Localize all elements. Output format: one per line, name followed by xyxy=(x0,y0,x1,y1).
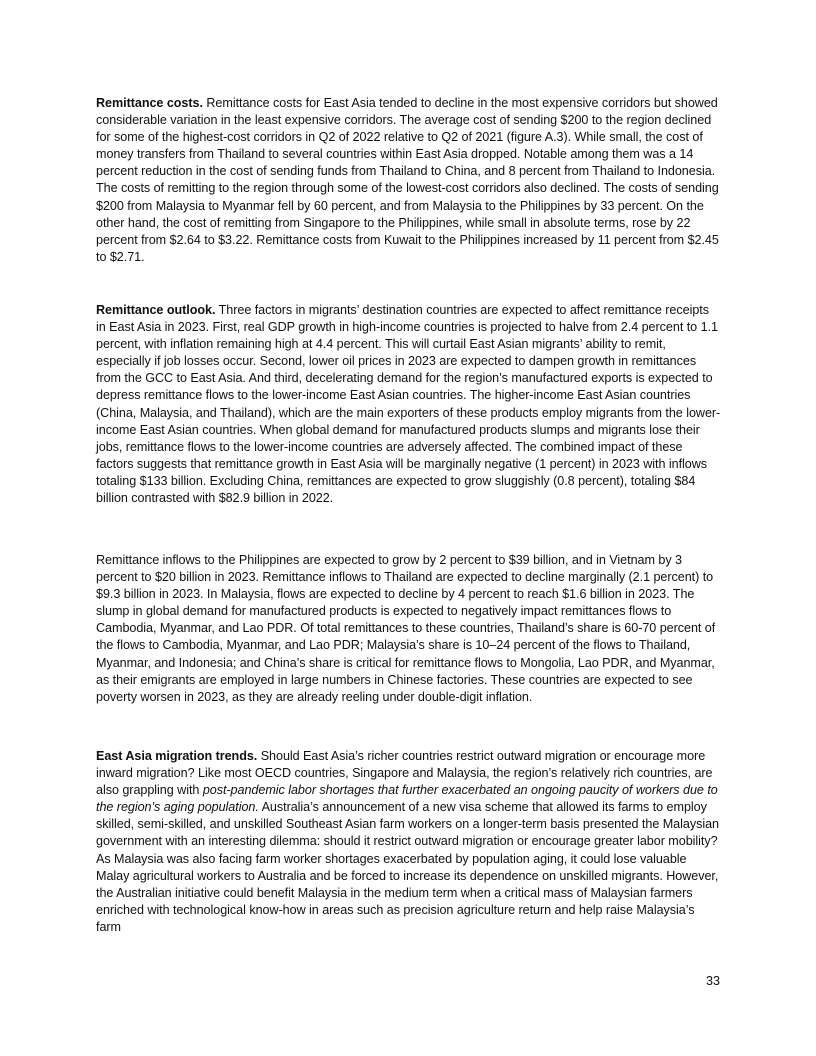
paragraph-body-migration-trends-part-1: Should East Asia’s richer countries restrict outward migration or encourage more inward migration? Like most OECD countries, Singapore and Malaysia, the region’s relatively rich countries, are also grappling with xyxy=(96,749,713,798)
paragraph-heading-migration-trends: East Asia migration trends. xyxy=(96,749,258,763)
paragraph-heading-remittance-costs: Remittance costs. xyxy=(96,96,203,110)
paragraph-emphasis-labor-shortages: post-pandemic labor shortages that further exacerbated an ongoing paucity of workers due to the region’s aging population. xyxy=(96,783,718,815)
paragraph-country-forecasts xyxy=(96,552,722,706)
paragraph-remittance-costs xyxy=(96,95,722,266)
paragraph-body-remittance-outlook: Three factors in migrants’ destination countries are expected to affect remittance receipts in East Asia in 2023. First, real GDP growth in high-income countries is projected to halve from 2.4 percent to 1.1 percent, with inflation remaining high at 4.4 percent. This will curtail East Asian migrants’ ability to remit, especially if job losses occur. Second, lower oil prices in 2023 are expected to dampen growth in remittances from the GCC to East Asia. And third, decelerating demand for the region’s manufactured exports is expected to depress remittance flows to the lower-income East Asian countries. The higher-income East Asian countries (China, Malaysia, and Thailand), which are the main exporters of these products employ migrants from the lower-income East Asian countries. When global demand for manufactured products slumps and migrants lose their jobs, remittance flows to the lower-income countries are adversely affected. The combined impact of these factors suggests that remittance growth in East Asia will be marginally negative (1 percent) in 2023 with inflows totaling $133 billion. Excluding China, remittances are expected to grow sluggishly (0.8 percent), totaling $84 billion contrasted with $82.9 billion in 2022. xyxy=(96,303,721,506)
paragraph-body-country-forecasts: Remittance inflows to the Philippines are expected to grow by 2 percent to $39 billion, and in Vietnam by 3 percent to $20 billion in 2023. Remittance inflows to Thailand are expected to decline marginally (2.1 percent) to $9.3 billion in 2023. In Malaysia, flows are expected to decline by 4 percent to reach $1.6 billion in 2023. The slump in global demand for manufactured products is expected to negatively impact remittances flows to Cambodia, Myanmar, and Lao PDR. Of total remittances to these countries, Thailand’s share is 60-70 percent of the flows to Cambodia, Myanmar, and Lao PDR; Malaysia’s share is 10–24 percent of the flows to Thailand, Myanmar, and Indonesia; and China’s share is critical for remittance flows to Mongolia, Lao PDR, and Myanmar, as their emigrants are employed in large numbers in Chinese factories. These countries are expected to see poverty worsen in 2023, as they are already reeling under double-digit inflation. xyxy=(96,553,716,704)
paragraph-body-migration-trends-part-2: Australia’s announcement of a new visa scheme that allowed its farms to employ skilled, semi-skilled, and unskilled Southeast Asian farm workers on a longer-term basis presented the Malaysian government with an interesting dilemma: should it restrict outward migration or encourage greater labor mobility? As Malaysia was also facing farm worker shortages exacerbated by population aging, it could lose valuable Malay agricultural workers to Australia and be forced to increase its dependence on unskilled migrants. However, the Australian initiative could benefit Malaysia in the medium term when a critical mass of Malaysian farmers enriched with technological know-how in areas such as precision agriculture return and help raise Malaysia’s farm xyxy=(96,800,719,934)
paragraph-heading-remittance-outlook: Remittance outlook. xyxy=(96,303,216,317)
paragraph-body-remittance-costs: Remittance costs for East Asia tended to decline in the most expensive corridors but showed considerable variation in the least expensive corridors. The average cost of sending $200 to the region declined for some of the highest-cost corridors in Q2 of 2022 relative to Q2 of 2021 (figure A.3). While small, the cost of money transfers from Thailand to several countries within East Asia dropped. Notable among them was a 14 percent reduction in the cost of sending funds from Thailand to China, and 8 percent from Thailand to Indonesia. The costs of remitting to the region through some of the lowest-cost corridors also declined. The costs of sending $200 from Malaysia to Myanmar fell by 60 percent, and from Malaysia to the Philippines by 33 percent. On the other hand, the cost of remitting from Singapore to the Philippines, while small in absolute terms, rose by 22 percent from $2.64 to $3.22. Remittance costs from Kuwait to the Philippines increased by 11 percent from $2.45 to $2.71. xyxy=(96,96,719,264)
paragraph-migration-trends xyxy=(96,748,722,936)
paragraph-remittance-outlook xyxy=(96,302,722,507)
page-number: 33 xyxy=(705,974,720,988)
